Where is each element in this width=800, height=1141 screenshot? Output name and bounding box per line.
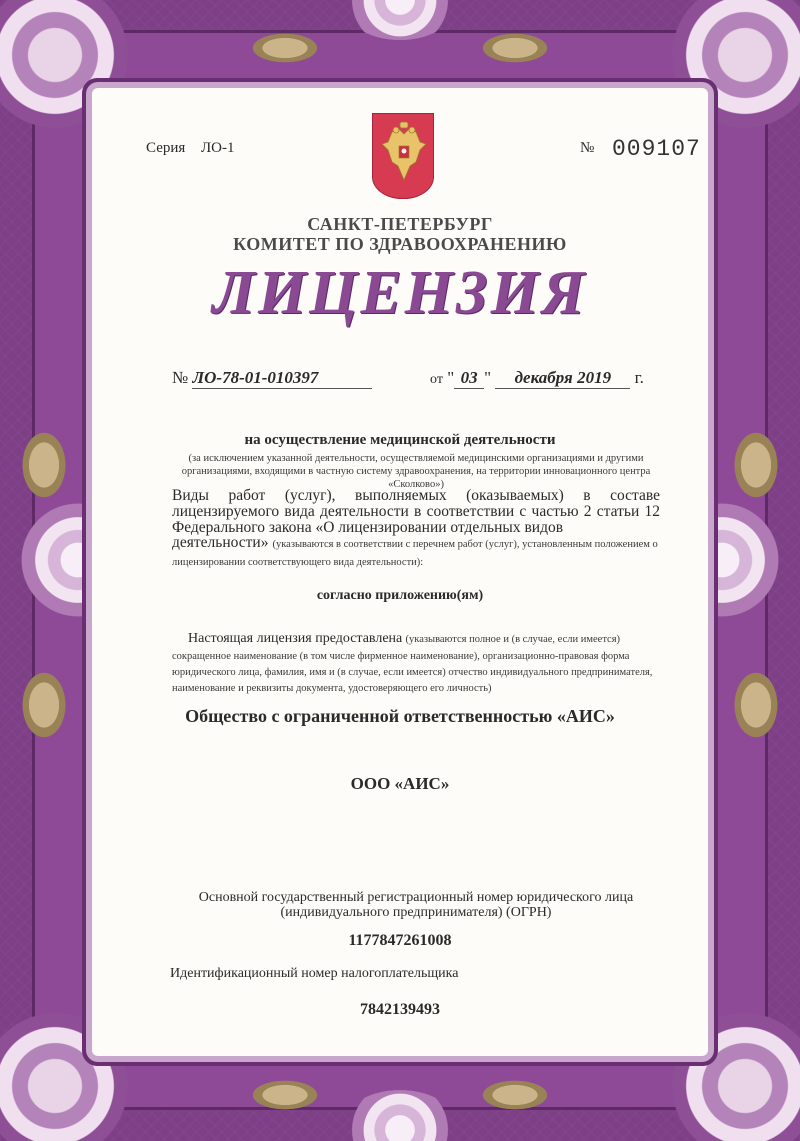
coat-of-arms-emblem xyxy=(372,113,434,199)
works-last-word: деятельности» xyxy=(172,534,269,551)
number-sign: № xyxy=(580,140,595,156)
serial-number: 009107 xyxy=(612,136,701,162)
inn-label: Идентификационный номер налогоплательщика xyxy=(170,966,459,981)
works-note: (указываются в соответствии с перечнем работ (услуг), установленным положением о лицензировании соответствующего вида деятельности): xyxy=(172,539,658,568)
series-value: ЛО-1 xyxy=(201,140,235,156)
works-text: Виды работ (услуг), выполняемых (оказываемых) в составе лицензируемого вида деятельности в соответствии с частью 2 статьи 12 Федерального закона «О лицензировании отдельных видов xyxy=(172,487,660,536)
license-month: декабря xyxy=(514,368,573,387)
licensee-full-name: Общество с ограниченной ответственностью «АИС» xyxy=(185,706,615,726)
activity-exclusion-note: (за исключением указанной деятельности, осуществляемой медицинскими организациями и другими организациями, входящими в частную систему здравоохранения, на территории инновационного центра «Сколково») xyxy=(181,453,651,490)
gold-ornament xyxy=(14,420,74,510)
license-month-year xyxy=(495,368,630,389)
gold-ornament xyxy=(14,660,74,750)
date-prefix: от xyxy=(430,372,443,387)
reference-to-appendix: согласно приложению(ям) xyxy=(316,588,484,603)
ogrn-value: 1177847261008 xyxy=(348,932,452,949)
gold-ornament xyxy=(470,28,560,68)
issuer-committee: КОМИТЕТ ПО ЗДРАВООХРАНЕНИЮ xyxy=(233,234,567,254)
year-suffix: г. xyxy=(634,368,644,387)
gold-ornament xyxy=(240,28,330,68)
license-day: 03 xyxy=(454,368,484,389)
gold-ornament xyxy=(726,660,786,750)
series-label: Серия xyxy=(146,140,186,156)
issuer-city: САНКТ-ПЕТЕРБУРГ xyxy=(307,214,493,234)
granted-note: (указываются полное и (в случае, если имеется) сокращенное наименование (в том числе фирменное наименование), организационно-правовая форма юридического лица, фамилия, имя и (в случае, если имеется) отчество индивидуального предпринимателя, наименование и реквизиты документа, удостоверяющего его личность) xyxy=(172,634,653,694)
gold-ornament xyxy=(470,1075,560,1115)
activity-title: на осуществление медицинской деятельности xyxy=(244,432,556,448)
granted-lead: Настоящая лицензия предоставлена xyxy=(188,631,403,646)
inn-value: 7842139493 xyxy=(360,1001,440,1018)
ogrn-label: Основной государственный регистрационный номер юридического лица (индивидуального предпринимателя) (ОГРН) xyxy=(198,890,634,920)
licensee-short-name: ООО «АИС» xyxy=(350,774,450,793)
works-note-block xyxy=(172,534,660,570)
gold-ornament xyxy=(240,1075,330,1115)
license-date-row: от " 03 " декабря 2019 г. xyxy=(430,368,644,387)
gold-ornament xyxy=(726,420,786,510)
double-headed-eagle-icon xyxy=(378,120,430,192)
license-number-sign: № xyxy=(172,368,189,387)
license-year: 2019 xyxy=(577,368,612,387)
license-number-row xyxy=(172,368,372,389)
document-title: ЛИЦЕНЗИЯ xyxy=(212,259,588,327)
granted-block xyxy=(172,630,660,695)
license-number: ЛО-78-01-010397 xyxy=(192,368,372,389)
